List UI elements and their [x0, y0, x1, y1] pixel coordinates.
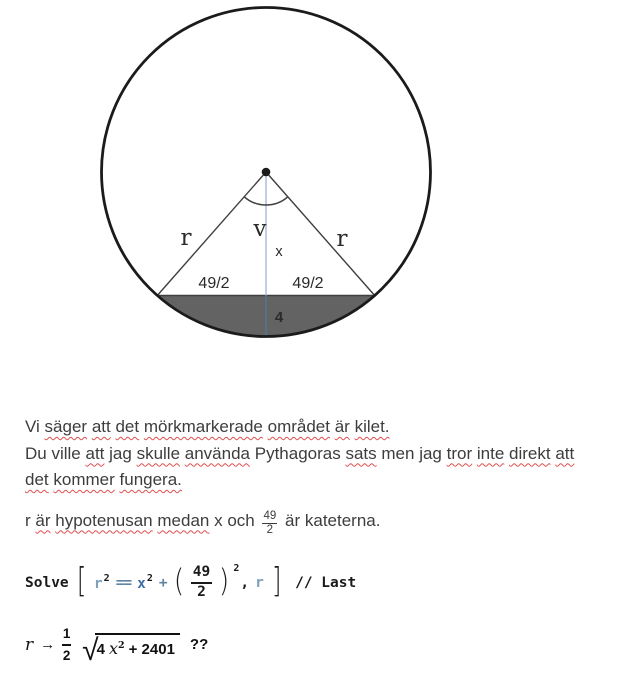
word: skulle — [136, 443, 181, 463]
word: Du — [25, 443, 47, 463]
paragraph-intro — [25, 414, 623, 494]
square-root — [82, 627, 180, 667]
word: tror — [446, 443, 473, 463]
plus-operator: + — [158, 574, 167, 591]
word: sats — [345, 443, 377, 463]
word: området — [267, 417, 330, 436]
word: det — [25, 470, 49, 489]
result-var: r — [25, 634, 34, 655]
radical-icon: √ — [82, 633, 99, 667]
mathematica-output — [25, 619, 623, 671]
paragraph-hypotenuse — [25, 508, 623, 535]
word: kommer — [53, 470, 115, 489]
word: kilet. — [354, 417, 390, 436]
word: kateterna. — [304, 510, 381, 530]
inline-fraction: $\frac{49}{2}$ — [263, 509, 277, 537]
rule-arrow-icon: → — [40, 636, 56, 654]
label-angle: v — [253, 216, 267, 242]
word: Pythagoras — [254, 443, 341, 463]
word: direkt — [509, 443, 551, 463]
code-postfix: // Last — [295, 574, 357, 591]
word: x — [214, 510, 223, 530]
close-paren: ) — [219, 563, 230, 600]
word: säger — [44, 417, 88, 436]
center-dot — [262, 168, 271, 177]
word: jag — [109, 443, 132, 463]
code-var-x-squared: $x^2$ — [137, 573, 153, 593]
word: att — [85, 443, 105, 463]
word: jag — [419, 443, 442, 463]
text-block — [25, 414, 623, 671]
question-marks: ?? — [189, 636, 209, 654]
word: men — [381, 443, 415, 463]
label-half-chord-right: 49/2 — [292, 275, 324, 292]
comma: , — [240, 574, 250, 591]
code-var-r-squared: $r^2$ — [93, 573, 110, 593]
word: är — [35, 510, 51, 530]
code-function: Solve — [25, 574, 69, 591]
word: Vi — [25, 417, 40, 436]
word: r — [25, 510, 31, 530]
open-paren: ( — [173, 563, 184, 600]
label-radius-right: r — [336, 226, 348, 252]
word: att — [91, 417, 111, 436]
paren-exponent: 2 — [233, 562, 240, 574]
label-radius-left: r — [180, 225, 192, 251]
word: är — [285, 510, 301, 530]
code-fraction: 49 2 — [192, 563, 211, 600]
word: är — [334, 417, 350, 436]
word: fungera. — [119, 470, 182, 489]
mathematica-input — [25, 559, 623, 607]
word: medan — [157, 510, 210, 530]
open-bracket: [ — [76, 560, 87, 601]
word: mörkmarkerade — [143, 417, 263, 436]
result-fraction: 1 2 — [62, 626, 71, 664]
radicand: 4 $x^2$ + 2401 — [95, 633, 180, 663]
fraction-bar — [62, 644, 71, 647]
word: och — [227, 510, 255, 530]
close-bracket: ] — [271, 560, 282, 601]
label-segment-value: 4 — [274, 309, 284, 326]
equals-operator: == — [115, 574, 132, 591]
label-height: x — [275, 244, 283, 260]
word: att — [555, 443, 575, 463]
label-half-chord-left: 49/2 — [198, 275, 230, 292]
word: hypotenusan — [55, 510, 153, 530]
word: använda — [184, 443, 250, 463]
word: ville — [51, 443, 81, 463]
word: det — [115, 417, 140, 436]
code-solve-var: r — [255, 574, 264, 591]
word: inte — [476, 443, 505, 463]
